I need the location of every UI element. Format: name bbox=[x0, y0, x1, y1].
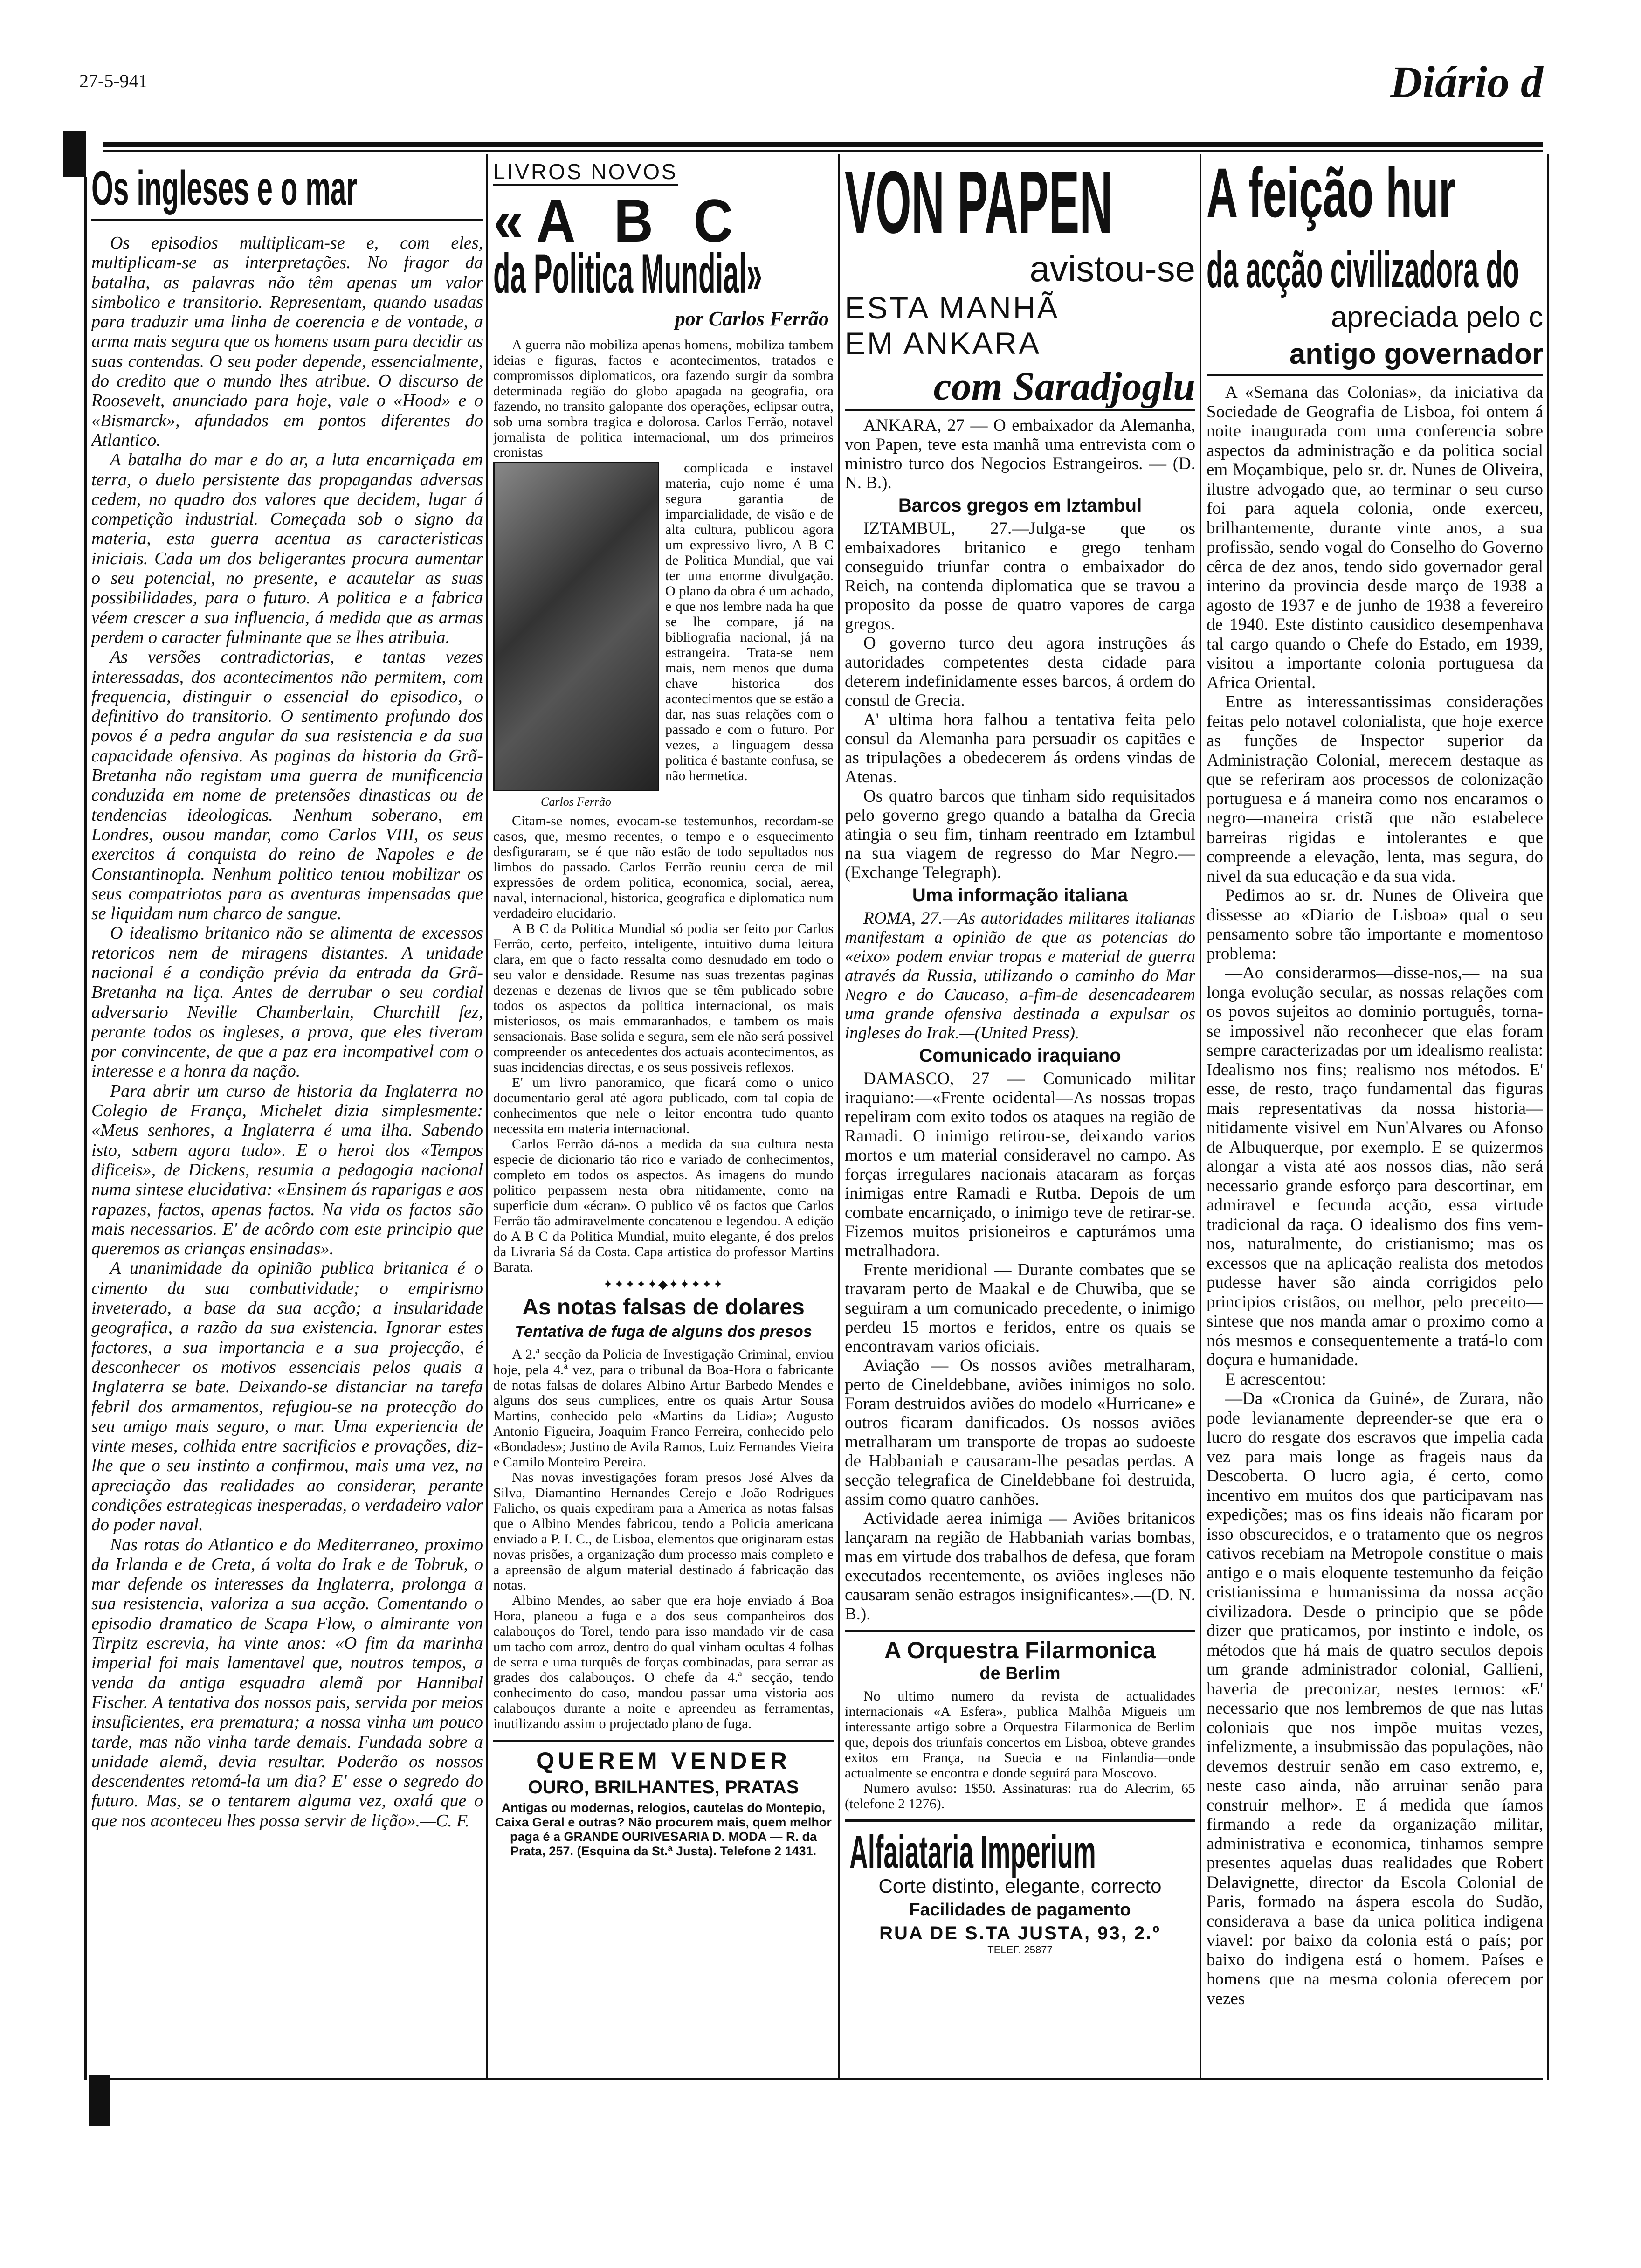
headline-ingleses-mar: Os ingleses e o mar bbox=[91, 156, 483, 221]
paragraph: Citam-se nomes, evocam-se testemunhos, recordam-se casos, que, mesmo recentes, o tempo e o esquecimento desfiguraram, se é que não estão de todo sepultados nos limbos do passado. Carlos Ferrão reuniu cerca de mil expressões de ordem politica, economica, social, aerea, naval, internacional, historica, geografica e diplomatica num verdadeiro elucidario. bbox=[493, 813, 834, 921]
page-date: 27-5-941 bbox=[79, 70, 148, 91]
margin-bar-top bbox=[63, 131, 86, 177]
article-orquestra bbox=[845, 1688, 1195, 1812]
headline-von-papen: VON PAPEN bbox=[845, 156, 1113, 252]
paragraph: Os quatro barcos que tinham sido requisitados pelo governo grego quando a batalha da Grecia atingia o seu fim, tinham reentrado em Iztambul na sua viagem de regresso do Mar Negro.—(Exchange Telegraph). bbox=[845, 787, 1195, 882]
paragraph: E' um livro panoramico, que ficará como o unico documentario geral até agora publicado, com tal copia de conhecimentos que nele o leitor encontra tudo quanto necessita em materia internacional. bbox=[493, 1075, 834, 1136]
headline-apreciada: apreciada pelo c bbox=[1331, 301, 1543, 333]
column-rule-4 bbox=[1200, 154, 1201, 2080]
photo-block bbox=[493, 462, 659, 809]
ad-alfaiataria bbox=[845, 1819, 1195, 1956]
margin-bar-bottom bbox=[89, 2075, 110, 2126]
paragraph: A batalha do mar e do ar, a luta encarniçada em terra, o duelo persistente das propagandas adversas cedem, no quadro dos valores que decidem, lugar á competição industrial. Começada sob o signo da materia, esta guerra acentua as caracteristicas iniciais. Cada um dos beligerantes procura aumentar o seu potencial, no presente, e acautelar as suas possibilidades, para o futuro. A politica e a fabrica véem crescer a sua influencia, á medida que as armas perdem o caracter fulminante que se lhes atribuia. bbox=[91, 450, 483, 647]
paragraph: Nas rotas do Atlantico e do Mediterraneo, proximo da Irlanda e de Creta, á volta do Irak e de Tobruk, o mar defende os interesses da Inglaterra, prolonga a sua resistencia, valoriza a sua acção. Comentando o episodio dramatico de Scapa Flow, o almirante von Tirpitz escrevia, ha vinte anos: «O fim da marinha imperial foi mais lamentavel que, noutros tempos, a venda da antiga esquadra alemã por Hannibal Fischer. A tentativa dos nossos pais, servida por meios insuficientes, era prematura; a nossa vinha um pouco tarde, mas não vinha tarde demais. Fundada sobre a unidade alemã, devia resultar. Poderão os nossos descendentes retomá-la um dia? E' esse o segredo do futuro. Mas, se o tentarem alguma vez, oxalá que o que nos aconteceu lhes possa servir de lição».—C. F. bbox=[91, 1535, 483, 1831]
top-rule-thick bbox=[103, 142, 1543, 147]
paragraph: A 2.ª secção da Policia de Investigação Criminal, enviou hoje, pela 4.ª vez, para o tribunal da Boa-Hora o fabricante de notas falsas de dolares Albino Artur Barbedo Mendes e alguns dos seus cumplices, entre os quais Artur Sousa Martins, conhecido pelo «Martins da Lidia»; Augusto Antonio Figueira, Joaquim Franco Ferreira, conhecido pelo «Bondades»; Justino de Avila Ramos, Luiz Fernandes Vieira e Camilo Monteiro Pereira. bbox=[493, 1347, 834, 1470]
paragraph: Os episodios multiplicam-se e, com eles, multiplicam-se as interpretações. No fragor da batalha, as palavras não têm apenas um valor simbolico e transitorio. Representam, quando usadas para traduzir uma linha de coerencia e de vontade, a arma mais segura que os homens usam para decidir as suas contendas. O seu poder depende, essencialmente, do credito que o mundo lhes atribue. O discurso de Roosevelt, anunciado para hoje, vale o «Hood» e o «Bismarck», afundados em pontos diferentes do Atlantico. bbox=[91, 233, 483, 450]
masthead: Diário d bbox=[1390, 57, 1543, 107]
paragraph: A guerra não mobiliza apenas homens, mobiliza tambem ideias e figuras, factos e acontecimentos, tratados e compromissos diplomaticos, ora fazendo surgir da sombra determinada região do globo apagada na geografia, ora fazendo, no transito galopante dos operações, eclipsar outra, sob uma sombra tragica e dolorosa. Carlos Ferrão, notavel jornalista de politica internacional, um dos primeiros cronistas bbox=[493, 337, 834, 460]
column-rule-1 bbox=[84, 177, 87, 2080]
paragraph: Entre as interessantissimas considerações feitas pelo notavel colonialista, que hoje exerce as funções de Inspector superior da Administração Colonial, merecem destaque as que se referiram aos processos de colonização portuguesa e á maneira como nos encaramos o negro—maneira cristã que não estabelece barreiras rigidas e intolerantes e que compreende a elevação, lenta, mas segura, do nivel da sua educação e da sua vida. bbox=[1207, 692, 1543, 886]
paragraph: ANKARA, 27 — O embaixador da Alemanha, von Papen, teve esta manhã uma entrevista com o ministro turco dos Negocios Estrangeiros. — (D. N. B.). bbox=[845, 416, 1195, 492]
bottom-rule bbox=[103, 2078, 1543, 2080]
column-von-papen bbox=[845, 156, 1195, 2077]
column-rule-3 bbox=[838, 154, 840, 2080]
paragraph: O idealismo britanico não se alimenta de excessos retoricos nem de miragens distantes. A unidade nacional é a condição prévia da entrada da Grã-Bretanha na liça. Antes de derrubar o seu cordial adversario Neville Chamberlain, Churchill fez, perante todos os ingleses, a prova, que eles tiveram por convincente, de que a paz era incompativel com o interesse e a honra da nação. bbox=[91, 923, 483, 1081]
headline-orquestra: A Orquestra Filarmonica bbox=[845, 1630, 1195, 1664]
ad-alfaiataria-line3: RUA DE S.TA JUSTA, 93, 2.º bbox=[879, 1923, 1161, 1943]
paragraph: O governo turco deu agora instruções ás autoridades competentes desta cidade para deterem indefinidamente esses barcos, á ordem do consul de Grecia. bbox=[845, 634, 1195, 710]
paragraph: Albino Mendes, ao saber que era hoje enviado á Boa Hora, planeou a fuga e a dos seus companheiros dos calabouços do Torel, tendo para isso mandado vir de casa um tacho com arroz, dentro do qual vinham ocultas 4 folhas de serra e uma turquês de forças combinadas, para serrar as grades dos calabouços. O chefe da 4.ª secção, tendo conhecimento do caso, mandou passar uma vistoria aos calabouços durante a noite e apreendeu as ferramentas, inutilizando assim o projectado plano de fuga. bbox=[493, 1593, 834, 1731]
photo-caption: Carlos Ferrão bbox=[541, 795, 611, 809]
paragraph: ROMA, 27.—As autoridades militares italianas manifestam a opinião de que as potencias do «eixo» podem enviar tropas e material de guerra através da Russia, utilizando o caminho do Mar Negro e do Caucaso, a-fim-de desencadearem uma grande ofensiva destinada a expulsar os ingleses do Irak.—(United Press). bbox=[845, 909, 1195, 1043]
ad-ourivesaria-text: Antigas ou modernas, relogios, cautelas do Montepio, Caixa Geral e outras? Não procurem mais, quem melhor paga é a GRANDE OURIVESARIA D. MODA — R. da Prata, 257. (Esquina da St.ª Justa). Telefone 2 1431. bbox=[495, 1801, 832, 1858]
paragraph: Carlos Ferrão dá-nos a medida da sua cultura nesta especie de dicionario tão rico e variado de conhecimentos, completo em todos os aspectos. As imagens do mundo politico perpassem nesta obra nitidamente, como na superficie dum «écran». O publico vê os factos que Carlos Ferrão tão admiravelmente concatenou e legendou. A edição do A B C da Politica Mundial, muito elegante, é dos prelos da Livraria Sá da Costa. Capa artistica do professor Martins Barata. bbox=[493, 1136, 834, 1275]
article-abc bbox=[493, 337, 834, 1275]
paragraph: Aviação — Os nossos aviões metralharam, perto de Cineldebbane, aviões inimigos no solo. Foram destruidos aviões do modelo «Hurricane» e outros ficaram danificados. Os nossos aviões metralharam um transporte de tropas ao sudoeste de Habbaniah e causaram-lhe pesadas perdas. A secção telegrafica de Cineldebbane foi destruida, assim como quatro canhões. bbox=[845, 1356, 1195, 1509]
top-rule-thin bbox=[103, 150, 1543, 152]
ad-ourivesaria bbox=[493, 1740, 834, 1859]
paragraph: Frente meridional — Durante combates que se travaram perto de Maakal e de Chuwiba, que se seguiram a um comunicado precedente, o inimigo perdeu 15 mortos e feridos, entre os quais se encontravam varios oficiais. bbox=[845, 1260, 1195, 1356]
paragraph: E acrescentou: bbox=[1225, 1369, 1326, 1389]
paragraph: A «Semana das Colonias», da iniciativa da Sociedade de Geografia de Lisboa, foi ontem á noite inaugurada com uma conferencia sobre aspectos da administração e da politica social em Moçambique, pelo sr. dr. Nunes de Oliveira, ilustre advogado que, ao terminar o seu curso foi para aquela colonia, onde exerceu, brilhantemente, durante vinte anos, a sua profissão, sendo vogal do Conselho do Governo cêrca de dez anos, tendo sido governador geral interino da provincia desde março de 1938 a agosto de 1937 e de junho de 1938 a fevereiro de 1940. Este distinto causidico desempenhava tal cargo quando o Chefe do Estado, em 1939, visitou a importante colonia portuguesa da Africa Oriental. bbox=[1207, 383, 1543, 692]
headline-em-ankara: EM ANKARA bbox=[845, 326, 1041, 360]
article-von-papen bbox=[845, 416, 1195, 1624]
paragraph: Actividade aerea inimiga — Aviões britanicos lançaram na região de Habbaniah varias bombas, mas em virtude dos trabalhos de defesa, que foram executados recentemente, os aviões ingleses não causaram senão estragos insignificantes».—(D. N. B.). bbox=[845, 1509, 1195, 1624]
paragraph: No ultimo numero da revista de actualidades internacionais «A Esfera», publica Malhôa Migueis um interessante artigo sobre a Orquestra Filarmonica de Berlim que, depois dos triunfais concertos em Lisboa, obteve grandes exitos em França, na Suecia e na Finlandia—onde actualmente se encontra e donde seguirá para Moscovo. bbox=[845, 1688, 1195, 1781]
ornament-divider: ✦✦✦✦✦◆✦✦✦✦✦ bbox=[603, 1278, 724, 1292]
paragraph: IZTAMBUL, 27.—Julga-se que os embaixadores britanico e grego tenham conseguido triunfar contra o embaixador do Reich, na contenda diplomatica que se travou a proposito da posse de quatro vapores de carga gregos. bbox=[845, 519, 1195, 634]
paragraph: Pedimos ao sr. dr. Nunes de Oliveira que dissesse ao «Diario de Lisboa» qual o seu pensamento sobre tão importante e momentoso problema: bbox=[1207, 886, 1543, 963]
column-livros-novos bbox=[493, 156, 834, 2077]
headline-notas-falsas: As notas falsas de dolares bbox=[522, 1295, 805, 1320]
subhead-barcos-gregos: Barcos gregos em Iztambul bbox=[898, 495, 1142, 516]
headline-abc-line2: da Politica Mundial» bbox=[493, 242, 762, 305]
paragraph: As versões contradictorias, e tantas vezes interessadas, dos acontecimentos não permitem, com frequencia, distinguir o essencial do episodico, o definitivo do transitorio. O sentimento profundo dos povos é a pedra angular da sua resistencia e da sua capacidade ofensiva. As paginas da historia da Grã-Bretanha não registam uma guerra de munificencia conduzida em nome de pretensões dinasticas ou de tendencias ideologicas. Nenhum soberano, em Londres, ousou mandar, como Carlos VIII, os seus exercitos á conquista do reino de Napoles e de Constantinopla. Nenhum politico tentou mobilizar os seus compatriotas para as aventuras impensadas que se liquidam num charco de sangue. bbox=[91, 647, 483, 924]
subhead-notas-falsas: Tentativa de fuga de alguns dos presos bbox=[515, 1323, 812, 1341]
column-rule-5 bbox=[1547, 154, 1549, 2080]
headline-esta-manha: ESTA MANHÃ bbox=[845, 290, 1060, 325]
headline-accao-civilizadora: da acção civilizadora do bbox=[1207, 241, 1519, 298]
paragraph: —Ao considerarmos—disse-nos,— na sua longa evolução secular, as nossas relações com os povos sujeitos ao dominio português, torna-se impossivel não reconhecer que elas foram sempre caracterizadas por um idealismo realista: Idealismo nos fins; realismo nos métodos. E' esse, de resto, traço fundamental das figuras mais representativas da nossa historia—nitidamente visivel em Nun'Alvares ou Afonso de Albuquerque, por exemplo. E se quizermos alongar a vista até aos nossos dias, não será necessario grande esforço para descortinar, em admiravel e fecunda acção, essa virtude tradicional da raça. O idealismo dos fins vem-nos, naturalmente, do cristianismo; mas os excessos que na aplicação realista dos metodos pudesse haver são ainda corrigidos pelo principios cristãos, ou melhor, pelo preceito—sintese que nos manda amar o proximo como a nós mesmos e consequentemente a tratá-lo com doçura e humanidade. bbox=[1207, 963, 1543, 1369]
headline-feicao: A feição hur bbox=[1207, 156, 1455, 232]
subhead-comunicado-iraquiano: Comunicado iraquiano bbox=[919, 1045, 1121, 1066]
ad-alfaiataria-line2: Facilidades de pagamento bbox=[909, 1900, 1131, 1920]
headline-abc-line1: «A B C bbox=[493, 187, 746, 255]
ad-alfaiataria-name-box: Alfaiataria Imperium bbox=[849, 1826, 1096, 1878]
paragraph: Para abrir um curso de historia da Inglaterra no Colegio de França, Michelet dizia simplesmente: «Meus senhores, a Inglaterra é uma ilha. Sabendo isto, sabem agora tudo». E o heroi dos «Tempos dificeis», de Dickens, resumia a pedagogia nacional numa sintese elucidativa: «Ensinem ás raparigas e aos rapazes, factos, apenas factos. Na vida os factos são mais necessarios. E' de acôrdo com este principio que queremos as crianças ensinadas». bbox=[91, 1081, 483, 1259]
ad-ourivesaria-title: QUEREM VENDER bbox=[536, 1748, 791, 1774]
paragraph: A unanimidade da opinião publica britanica é o cimento da sua combatividade; o empirismo inveterado, a base da sua acção; a insularidade geografica, a razão da sua existencia. Ignorar estes factores, a sua importancia e a sua projecção, é desconhecer os motivos essenciais pelos quais a Inglaterra se bate. Deixando-se distanciar na tarefa febril dos armamentos, refugiou-se na protecção do seu amigo mais seguro, o mar. Uma experiencia de vinte meses, colhida entre sacrificios e provações, diz-lhe que o seu instinto a confirmou, mais uma vez, na apreciação das realidades ao considerar, perante condições estrategicas inesperadas, o verdadeiro valor do poder naval. bbox=[91, 1258, 483, 1535]
paragraph: complicada e instavel materia, cujo nome é uma segura garantia de imparcialidade, de visão e de alta cultura, publicou agora um expressivo livro, A B C de Politica Mundial, que vai ter uma enorme divulgação. O plano da obra é um achado, e que nos lembre nada ha que se lhe compare, já na bibliografia nacional, já na estrangeira. Trata-se nem mais, nem menos que duma chave historica dos acontecimentos que se estão a dar, nas suas relações com o passado e com o futuro. Por vezes, a linguagem dessa politica é bastante confusa, se não hermetica. bbox=[665, 460, 834, 783]
column-feicao-humana bbox=[1207, 156, 1543, 2077]
ad-ourivesaria-subtitle: OURO, BRILHANTES, PRATAS bbox=[528, 1777, 799, 1798]
kicker-livros-novos: LIVROS NOVOS bbox=[493, 159, 678, 186]
paragraph: Nas novas investigações foram presos José Alves da Silva, Diamantino Hernandes Cerejo e João Rodrigues Falicho, os quais expediram para a America as notas falsas que o Albino Mendes fabricou, tendo a Policia americana enviado a P. I. C., de Lisboa, elementos que originaram estas novas prisões, a organização dum processo mais completo e a apreensão de algum material destinado á fabricação das notas. bbox=[493, 1470, 834, 1593]
article-notas-falsas bbox=[493, 1347, 834, 1731]
ad-alfaiataria-line4: TELEF. 25877 bbox=[987, 1944, 1053, 1956]
article-ingleses-mar bbox=[91, 233, 483, 1831]
paragraph: DAMASCO, 27 — Comunicado militar iraquiano:—«Frente ocidental—As nossas tropas repeliram com exito todos os ataques na região de Ramadi. O inimigo retirou-se, deixando varios mortos e um material consideravel no campo. As forças irregulares nacionais atacaram as forças inimigas entre Ramadi e Rutba. Depois de um combate encarniçado, o inimigo teve de retirar-se. Fizemos muitos prisioneiros e capturámos uma metralhadora. bbox=[845, 1069, 1195, 1260]
paragraph: A B C da Politica Mundial só podia ser feito por Carlos Ferrão, certo, perfeito, inteligente, intuitivo duma leitura clara, em que o facto ressalta como desnudado em todo o seu valor e densidade. Resume nas suas trezentas paginas dezenas e dezenas de livros que se têm publicado sobre todos os aspectos da politica internacional, os mais misteriosos, os mais emmaranhados, e tambem os mais sensacionais. Base solida e segura, sem ele não será possivel compreender os antecedentes dos actuais acontecimentos, as suas incidencias directas, e os seus possiveis reflexos. bbox=[493, 921, 834, 1075]
headline-antigo-governador: antigo governador bbox=[1207, 338, 1543, 376]
paragraph: Numero avulso: 1$50. Assinaturas: rua do Alecrim, 65 (telefone 2 1276). bbox=[845, 1781, 1195, 1812]
article-feicao-humana bbox=[1207, 383, 1543, 2008]
paragraph: A' ultima hora falhou a tentativa feita pelo consul da Alemanha para persuadir os capitães e as tripulações a obedecerem ás ordens vindas de Atenas. bbox=[845, 710, 1195, 787]
subhead-informacao-italiana: Uma informação italiana bbox=[912, 885, 1128, 906]
headline-saradjoglu: com Saradjoglu bbox=[845, 363, 1195, 411]
column-rule-2 bbox=[486, 154, 488, 2080]
ad-alfaiataria-line1: Corte distinto, elegante, correcto bbox=[878, 1875, 1162, 1897]
subhead-orquestra: de Berlim bbox=[979, 1664, 1061, 1683]
byline: por Carlos Ferrão bbox=[675, 307, 829, 330]
portrait-photo bbox=[493, 462, 659, 791]
paragraph: —Da «Cronica da Guiné», de Zurara, não pode levianamente depreender-se que era o lucro do resgate dos escravos que impelia cada vez para mais longe as frageis naus da Descoberta. O lucro agia, é certo, como incentivo em muitos dos que participavam nas expedições; mas os fins ideais não ficaram por isso obscurecidos, e o tratamento que os negros cativos recebiam na Metropole constitue o mais antigo e o mais eloquente testemunho da feição cristianissima e humanissima da nossa acção civilizadora. Desde o principio que se pôde dizer que praticamos, por instinto e indole, os métodos que há mais de quatro seculos depois um grande administrador colonial, Gallieni, haveria de preconizar, nestes termos: «E' necessario que nos lembremos de que nas lutas coloniais que nos impõe muitas vezes, infelizmente, a insubmissão das populações, não devemos destruir senão em caso extremo, e, neste caso ainda, não arruinar senão para construir melhor». E á medida que íamos firmando a rede da organização militar, administrativa e economica, tinhamos sempre presentes aquelas duas realidades que Robert Delavignette, director da Escola Colonial de Paris, formado na áspera escola do Sudão, considerava a base da unica politica indigena viavel: por baixo da colonia está o país; por baixo do indigena está o homem. Países e homens que na mesma colonia oferecem por vezes bbox=[1207, 1389, 1543, 2008]
headline-avistou-se: avistou-se bbox=[1029, 248, 1195, 289]
column-ingleses-mar bbox=[91, 156, 483, 2077]
